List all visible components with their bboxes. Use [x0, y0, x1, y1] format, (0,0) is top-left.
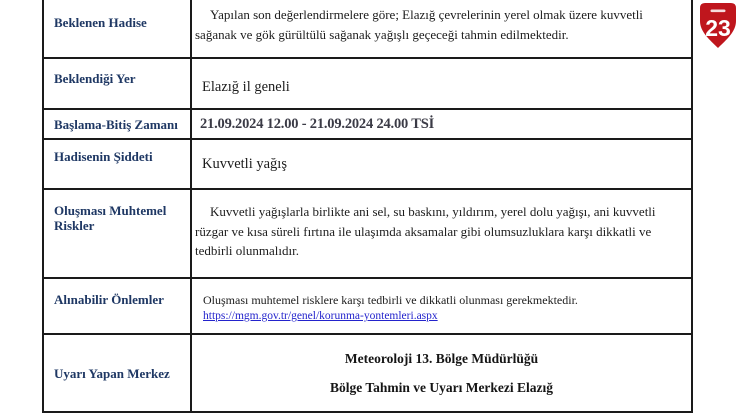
row-value-expected-event: [192, 0, 691, 57]
row-label-issuing-center: [44, 335, 192, 411]
row-label-precautions: [44, 279, 192, 333]
row-value-start-end-time: [192, 110, 691, 138]
label-text: Uyarı Yapan Merkez: [54, 365, 170, 381]
table-row: [44, 190, 691, 279]
logo-number-text: 23: [705, 15, 731, 41]
badge-23-icon: [699, 2, 737, 49]
row-value-issuing-center: [192, 335, 691, 411]
start-end-time-text: 21.09.2024 12.00 - 21.09.2024 24.00 TSİ: [200, 115, 435, 132]
expected-location-text: Elazığ il geneli: [202, 79, 290, 95]
row-label-start-end-time: [44, 110, 192, 138]
label-text: Alınabilir Önlemler: [54, 292, 164, 307]
warning-table: [42, 0, 693, 413]
logo-tagline-strip: [711, 10, 726, 13]
table-row: [44, 59, 691, 110]
row-label-expected-location: [44, 59, 192, 108]
row-value-event-severity: [192, 140, 691, 188]
table-row: [44, 279, 691, 335]
label-text: Başlama-Bitiş Zamanı: [54, 116, 178, 132]
news-site-23-logo: [699, 2, 737, 49]
row-label-event-severity: [44, 140, 192, 188]
table-row: [44, 110, 691, 140]
expected-event-text: Yapılan son değerlendirmelere göre; Elazığ çevrelerinin yerel olmak üzere kuvvetli sağanak ve gök gürültülü sağanak yağışlı geçeceği tahmin edilmektedir.: [195, 7, 643, 42]
event-severity-text: Kuvvetli yağış: [202, 155, 287, 172]
row-label-expected-event: [44, 0, 192, 57]
table-row: [44, 335, 691, 411]
label-text: Beklendiği Yer: [54, 71, 136, 86]
possible-risks-text: Kuvvetli yağışlarla birlikte ani sel, su baskını, yıldırım, yerel dolu yağışı, ani kuvvetli rüzgar ve kısa süreli fırtına ile ulaşımda aksamalar gibi olumsuzluklara karşı dikkatli ve tedbirli olunmalıdır.: [195, 204, 656, 258]
issuing-center-line1: Meteoroloji 13. Bölge Müdürlüğü: [344, 350, 539, 366]
issuing-center-line2: Bölge Tahmin ve Uyarı Merkezi Elazığ: [329, 379, 554, 395]
row-value-precautions: [192, 279, 691, 333]
row-label-possible-risks: [44, 190, 192, 277]
label-text: Beklenen Hadise: [54, 15, 147, 30]
table-row: [44, 140, 691, 190]
precautions-text: Oluşması muhtemel risklere karşı tedbirli ve dikkatli olunması gerekmektedir.: [203, 293, 578, 307]
row-value-possible-risks: [192, 190, 691, 277]
table-row: [44, 0, 691, 59]
label-text: Hadisenin Şiddeti: [54, 149, 153, 164]
mgm-protection-methods-link[interactable]: https://mgm.gov.tr/genel/korunma-yontemleri.aspx: [203, 310, 438, 322]
label-text: Oluşması Muhtemel Riskler: [54, 203, 167, 233]
row-value-expected-location: [192, 59, 691, 108]
